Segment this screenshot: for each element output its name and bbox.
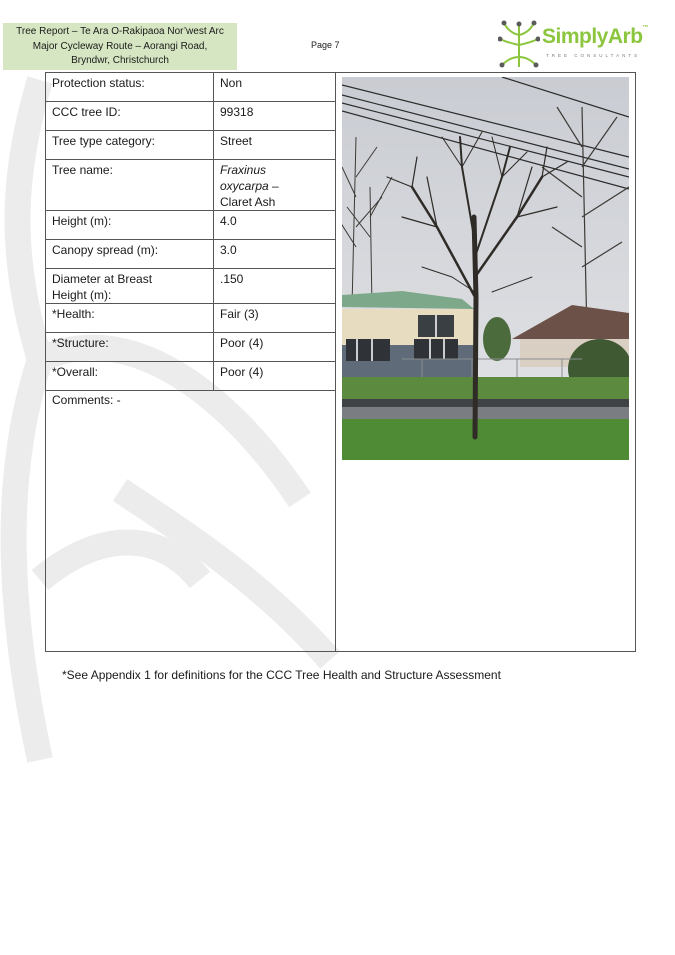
row-label: Protection status: xyxy=(46,73,214,101)
tree-name-species: oxycarpa xyxy=(220,179,269,193)
comments-text: Comments: - xyxy=(52,393,121,407)
page-number: Page 7 xyxy=(311,40,340,50)
row-label xyxy=(46,269,214,303)
table-row xyxy=(46,240,335,269)
header-line-1: Tree Report – Te Ara O-Rakipaoa Nor’west Arc xyxy=(16,26,224,37)
row-label: Tree name: xyxy=(46,160,214,210)
simplyarb-logo xyxy=(498,19,648,69)
row-label: *Structure: xyxy=(46,333,214,361)
tree-info-table xyxy=(45,72,636,652)
table-row xyxy=(46,102,335,131)
row-label: Canopy spread (m): xyxy=(46,240,214,268)
tree-logo-icon xyxy=(498,19,540,69)
row-value: .150 xyxy=(220,272,244,286)
dbh-label-line-1: Diameter at Breast xyxy=(52,272,153,286)
logo-wordmark: SimplyArb™ xyxy=(542,25,649,48)
table-row xyxy=(46,160,335,211)
row-value: Poor (4) xyxy=(220,336,264,350)
tree-name-genus: Fraxinus xyxy=(220,163,267,177)
table-row xyxy=(46,304,335,333)
header-line-3: Bryndwr, Christchurch xyxy=(71,55,169,66)
report-header xyxy=(3,23,237,70)
table-row xyxy=(46,269,335,304)
row-value: 4.0 xyxy=(220,214,237,228)
table-row xyxy=(46,362,335,391)
table-row xyxy=(46,131,335,160)
tree-name-value xyxy=(214,160,285,212)
table-row xyxy=(46,211,335,240)
row-value: 3.0 xyxy=(220,243,237,257)
tree-attributes-column xyxy=(46,73,336,651)
row-label: Tree type category: xyxy=(46,131,214,159)
row-value: Fair (3) xyxy=(220,307,259,321)
row-label: CCC tree ID: xyxy=(46,102,214,130)
row-value: Non xyxy=(220,76,243,90)
row-label: *Health: xyxy=(46,304,214,332)
row-label: *Overall: xyxy=(46,362,214,390)
dbh-label-line-2: Height (m): xyxy=(52,288,112,302)
assessment-footnote: *See Appendix 1 for definitions for the CCC Tree Health and Structure Assessment xyxy=(62,668,501,682)
row-value: Poor (4) xyxy=(220,365,264,379)
row-label: Height (m): xyxy=(46,211,214,239)
table-row xyxy=(46,333,335,362)
row-value: 99318 xyxy=(220,105,254,119)
row-value: Street xyxy=(220,134,253,148)
logo-tagline: TREE CONSULTANTS xyxy=(546,53,641,58)
tree-photo xyxy=(342,77,629,460)
tree-common-name: Claret Ash xyxy=(220,195,276,209)
header-line-2: Major Cycleway Route – Aorangi Road, xyxy=(32,40,208,52)
tree-name-dash: – xyxy=(268,179,279,193)
table-row xyxy=(46,73,335,102)
